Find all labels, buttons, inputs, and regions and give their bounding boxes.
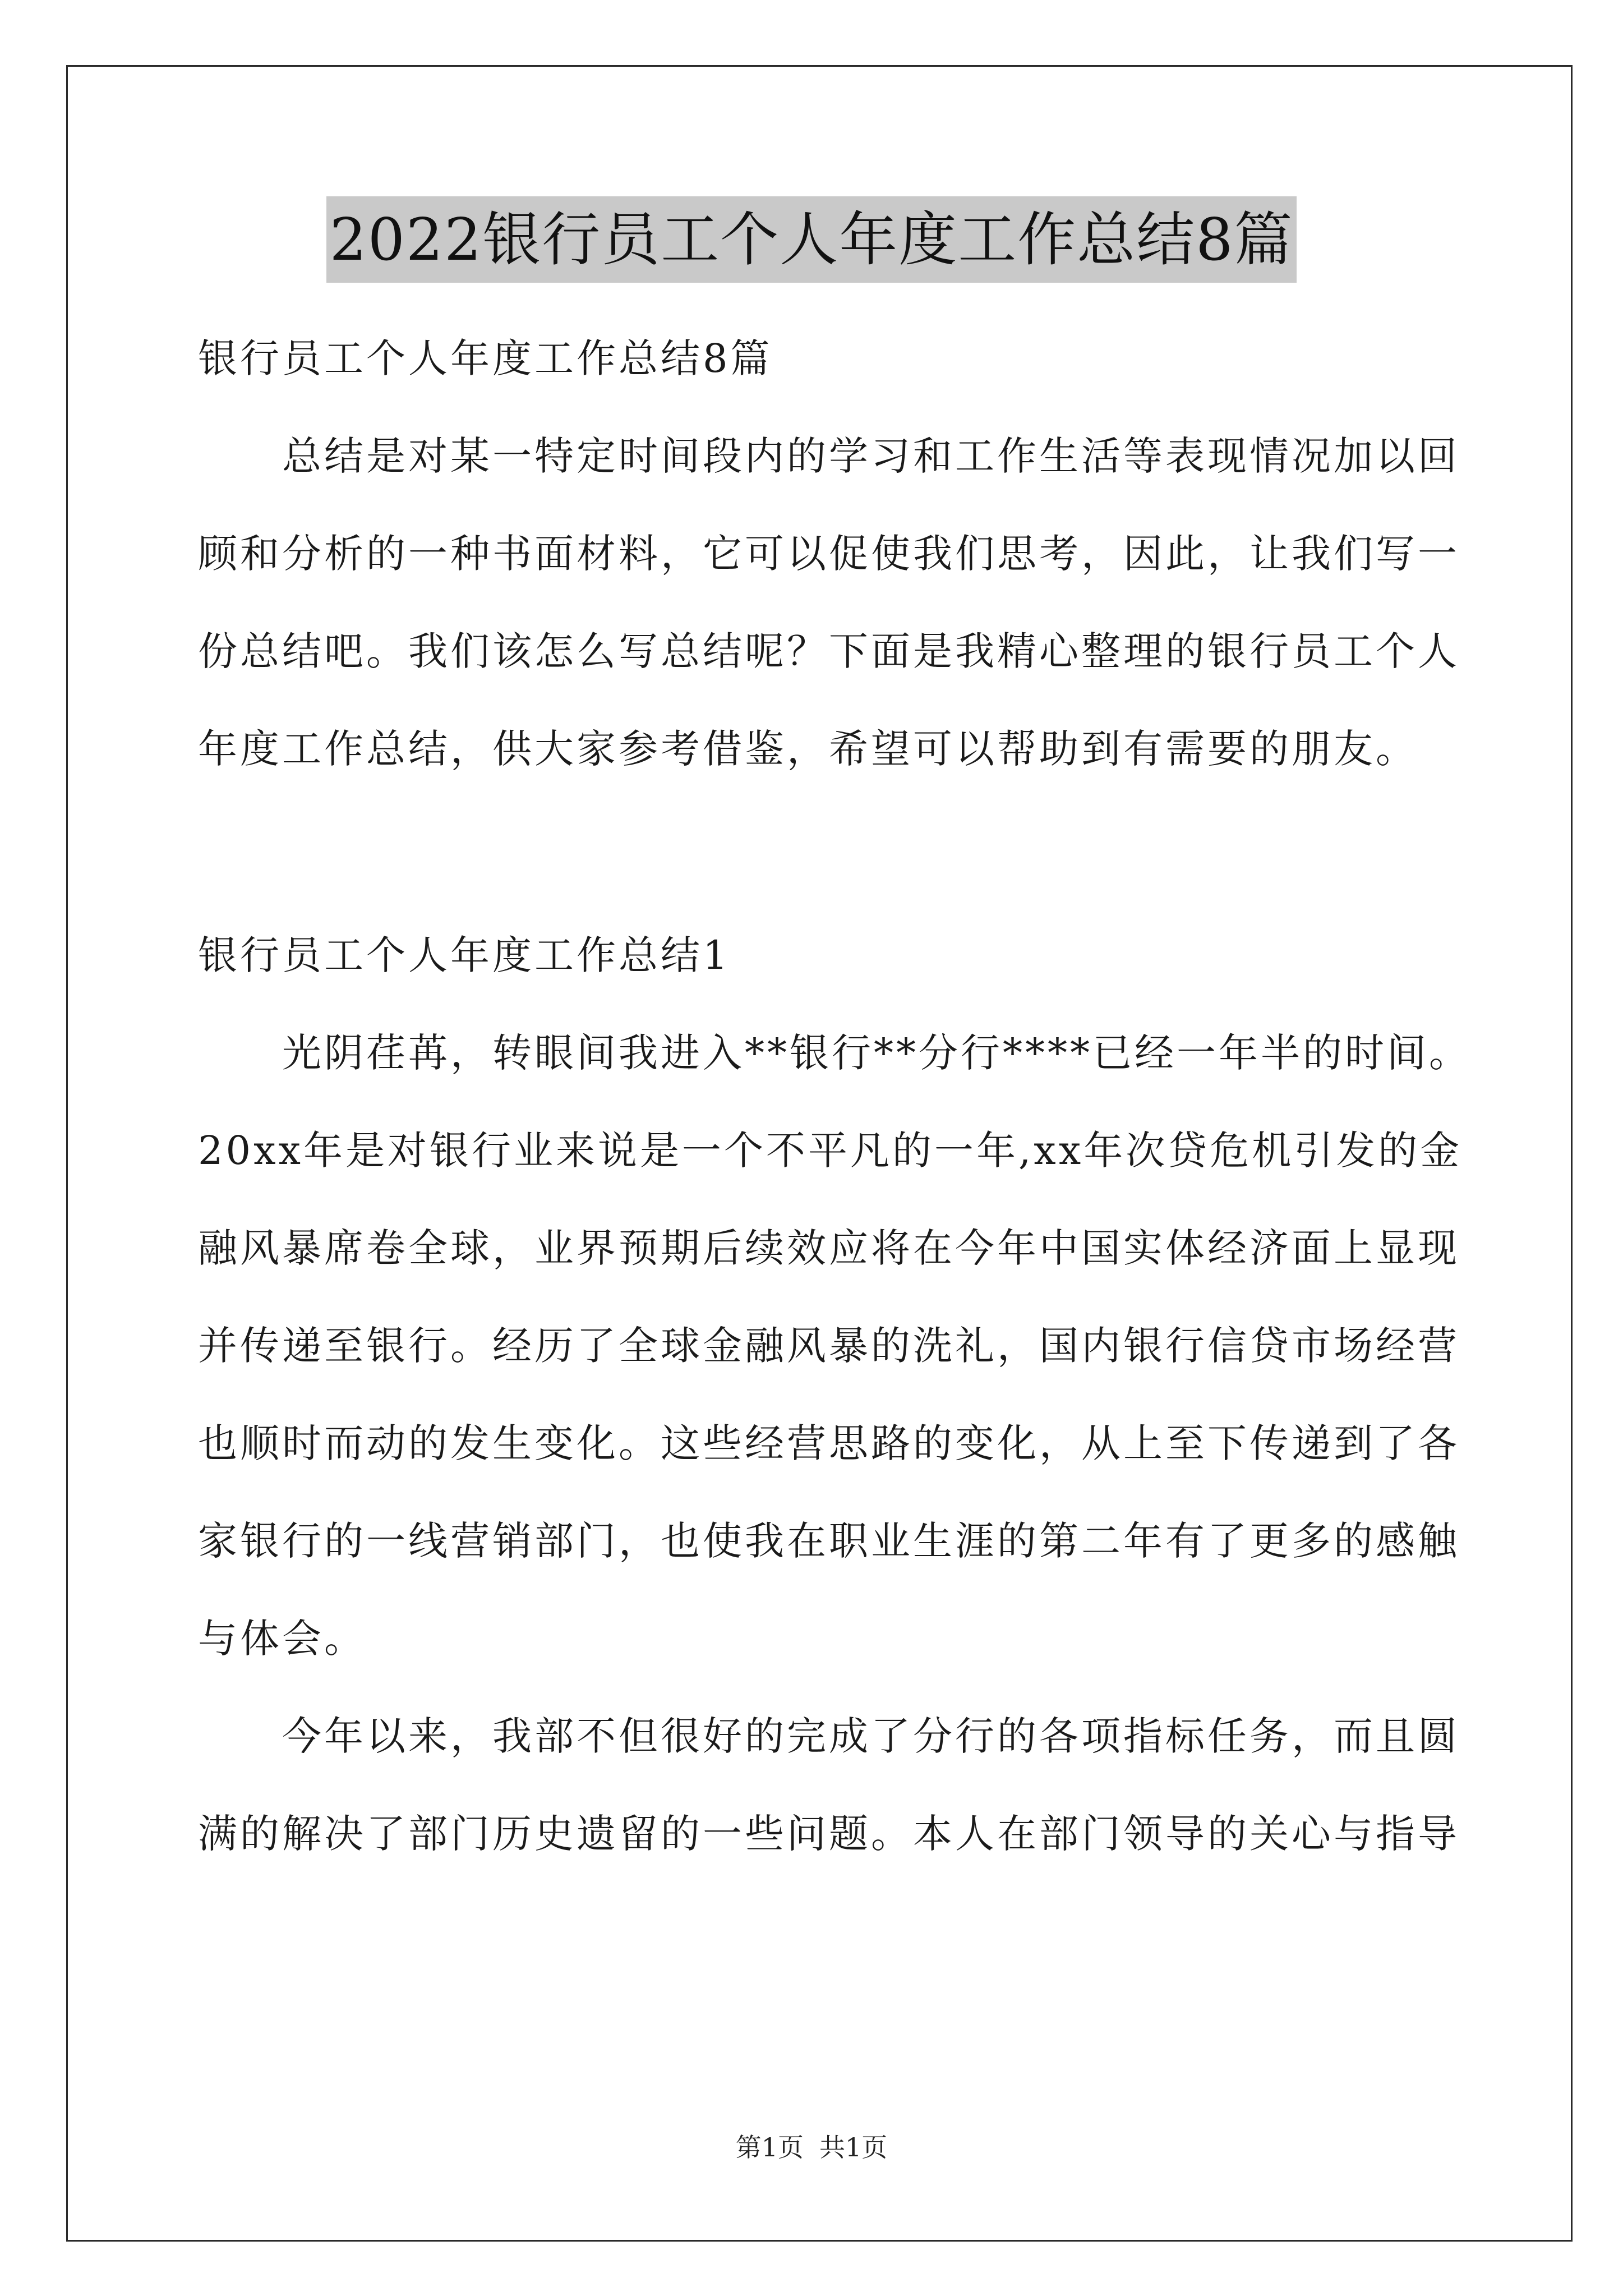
paragraph-line: 20xx年是对银行业来说是一个不平凡的一年,xx年次贷危机引发的金 bbox=[198, 1128, 1463, 1174]
subtitle: 银行员工个人年度工作总结8篇 bbox=[198, 335, 773, 381]
document-body bbox=[198, 310, 1471, 1883]
intro-line: 份总结吧。我们该怎么写总结呢？下面是我精心整理的银行员工个人 bbox=[198, 628, 1460, 674]
page-number: 第1页 bbox=[735, 2132, 804, 2162]
paragraph-line: 光阴荏苒，转眼间我进入**银行**分行****已经一年半的时间。 bbox=[282, 1030, 1471, 1076]
paragraph-line: 也顺时而动的发生变化。这些经营思路的变化，从上至下传递到了各 bbox=[198, 1420, 1460, 1466]
intro-line: 顾和分析的一种书面材料，它可以促使我们思考，因此，让我们写一 bbox=[198, 531, 1460, 577]
page-footer bbox=[0, 2127, 1623, 2164]
page-total: 共1页 bbox=[819, 2132, 888, 2162]
paragraph-line: 满的解决了部门历史遗留的一些问题。本人在部门领导的关心与指导 bbox=[198, 1811, 1460, 1857]
paragraph-line: 与体会。 bbox=[198, 1616, 366, 1662]
document-title: 2022银行员工个人年度工作总结8篇 bbox=[326, 196, 1297, 283]
section-heading: 银行员工个人年度工作总结1 bbox=[198, 932, 731, 978]
paragraph-line: 并传递至银行。经历了全球金融风暴的洗礼，国内银行信贷市场经营 bbox=[198, 1323, 1460, 1369]
paragraph-line: 今年以来，我部不但很好的完成了分行的各项指标任务，而且圆 bbox=[282, 1713, 1460, 1759]
paragraph-line: 家银行的一线营销部门，也使我在职业生涯的第二年有了更多的感触 bbox=[198, 1518, 1460, 1564]
paragraph-gap bbox=[198, 798, 1437, 907]
intro-line: 年度工作总结，供大家参考借鉴，希望可以帮助到有需要的朋友。 bbox=[198, 726, 1418, 772]
paragraph-line: 融风暴席卷全球，业界预期后续效应将在今年中国实体经济面上显现 bbox=[198, 1225, 1460, 1271]
title-container bbox=[0, 196, 1623, 283]
intro-line: 总结是对某一特定时间段内的学习和工作生活等表现情况加以回 bbox=[282, 433, 1460, 479]
